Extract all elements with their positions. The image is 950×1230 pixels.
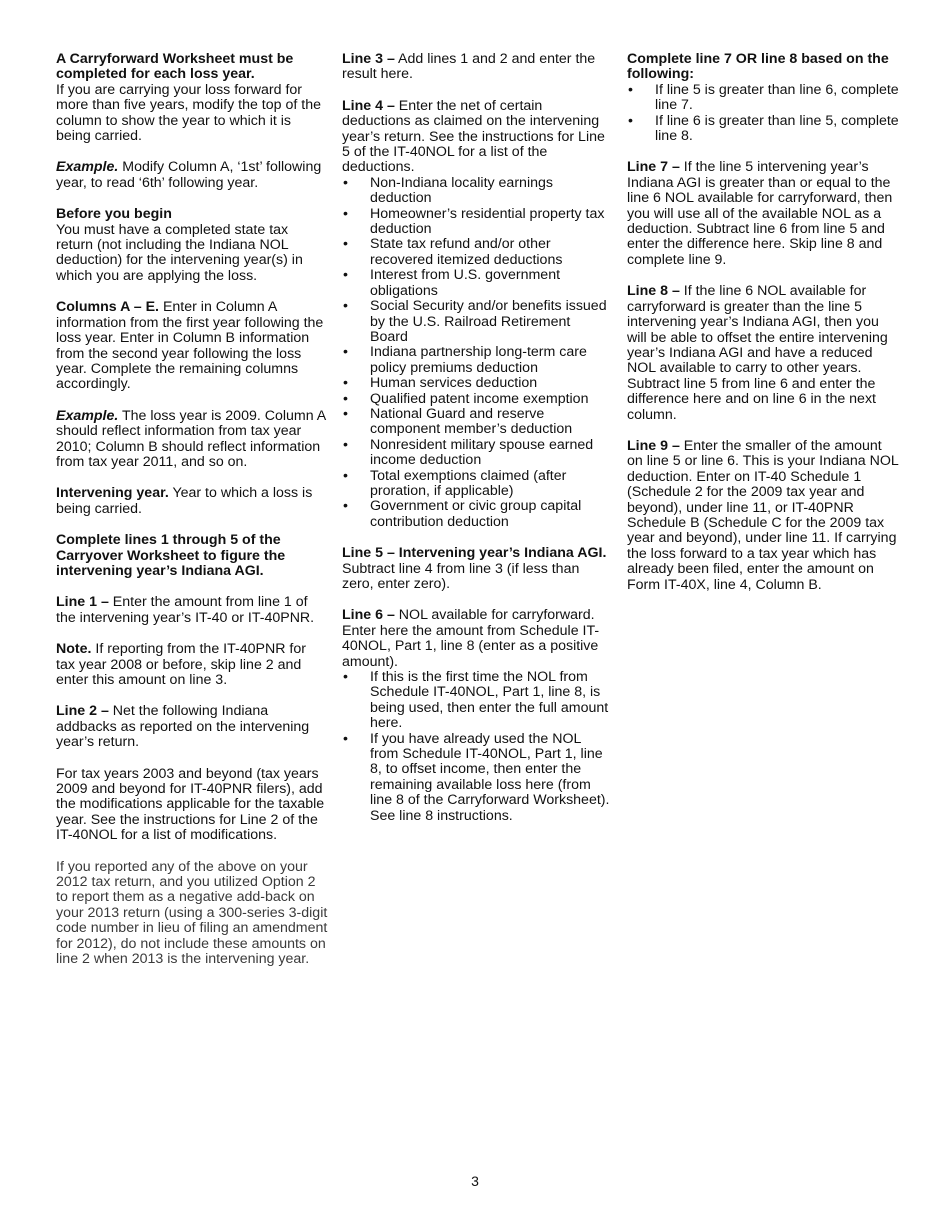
line-5-instructions [342,546,612,592]
text: You must have a completed state tax return (not including the Indiana NOL deduction) for the intervening year(s) in which you are applying the loss. [56,221,303,284]
line-3-instructions [342,52,612,83]
list-item: • National Guard and reserve component member’s deduction [342,407,612,438]
text: If the line 5 intervening year’s Indiana AGI is greater than or equal to the line 6 NOL available for carryforward, then you will use all of the available NOL as a deduction. Subtract line 6 from line 5 and enter the difference here. Skip line 8 and complete line 9. [627,159,893,268]
text: Modify Column A, ‘1st’ following year, to read ‘6th’ following year. [56,159,322,191]
lead: Line 3 – [342,51,395,67]
lead: Columns A – E. [56,299,160,316]
line-9-instructions [627,439,899,593]
lead: Line 2 – [56,703,109,720]
column-3 [627,52,899,609]
list-item: • Nonresident military spouse earned income deduction [342,438,612,469]
intervening-year-definition [56,486,328,517]
list-item: • Indiana partnership long-term care policy premiums deduction [342,345,612,376]
lead: Example. [56,407,119,424]
lines-1-5-heading: Complete lines 1 through 5 of the Carryover Worksheet to figure the intervening year’s Indiana AGI. [56,532,286,579]
text: Enter the net of certain deductions as claimed on the intervening year’s return. See the instructions for Line 5 of the IT-40NOL for a list of the deductions. [342,97,605,176]
example-modify-column [56,160,328,191]
line-7-or-8-heading: Complete line 7 OR line 8 based on the following: [627,51,889,83]
tax-years-2003-paragraph: For tax years 2003 and beyond (tax years 2009 and beyond for IT-40PNR filers), add the modifications applicable for the taxable year. See the instructions for Line 2 of the IT-40NOL for a list of modifications. [56,765,325,844]
worksheet-requirement [56,52,328,144]
list-item: • Homeowner’s residential property tax deduction [342,207,612,238]
note-it40pnr [56,642,328,688]
lead: Intervening year. [56,485,169,502]
column-2 [342,52,612,840]
line-1-instructions [56,595,328,626]
option-2-paragraph: If you reported any of the above on your 2012 tax return, and you utilized Option 2 to report them as a negative add-back on your 2013 return (using a 300-series 3-digit code number in lieu of filing an amendment for 2012), do not include these amounts on line 2 when 2013 is the intervening year. [56,858,328,968]
text: The loss year is 2009. Column A should reflect information from tax year 2010; Column B should reflect information from tax year 2011, and so on. [56,407,326,470]
list-item: • If line 6 is greater than line 5, complete line 8. [627,114,899,145]
text: NOL available for carryforward. Enter here the amount from Schedule IT-40NOL, Part 1, line 8 (enter as a positive amount). [342,607,600,670]
line-6-instructions [342,608,612,670]
list-item: • Human services deduction [342,376,612,391]
deductions-list [342,176,612,530]
text: Enter the amount from line 1 of the intervening year’s IT-40 or IT-40PNR. [56,594,315,626]
before-you-begin [56,207,328,284]
list-item: • Total exemptions claimed (after proration, if applicable) [342,469,612,500]
line-7-instructions [627,160,899,268]
text: Year to which a loss is being carried. [56,485,313,517]
list-item: • If this is the first time the NOL from Schedule IT-40NOL, Part 1, line 8, is being used, then enter the full amount here. [342,670,612,732]
text: Enter in Column A information from the first year following the loss year. Enter in Column B information from the second year following the loss year. Complete the remaining columns accordingly. [56,299,324,393]
lead: Example. [56,159,119,176]
list-item: • Government or civic group capital contribution deduction [342,499,612,530]
list-item: • Social Security and/or benefits issued by the U.S. Railroad Retirement Board [342,299,612,345]
list-item: • Interest from U.S. government obligations [342,268,612,299]
line-6-list [342,670,612,824]
lead: Line 7 – [627,159,680,176]
list-item: • If line 5 is greater than line 6, complete line 7. [627,83,899,114]
lead: Line 8 – [627,283,680,300]
columns-a-e [56,300,328,392]
text: If the line 6 NOL available for carryforward is greater than the line 5 intervening year’s Indiana AGI, then you will be able to offset the entire intervening year’s Indiana AGI and have a reduced NOL available to carry to other years. Subtract line 5 from line 6 and enter the difference here and on line 6 in the next column. [627,283,888,423]
lead: Line 1 – [56,594,109,611]
list-item: • If you have already used the NOL from Schedule IT-40NOL, Part 1, line 8, to offset income, then enter the remaining available loss here (from line 8 of the Carryforward Worksheet). See line 8 instructions. [342,732,612,824]
text: Net the following Indiana addbacks as reported on the intervening year’s return. [56,703,310,751]
page-number: 3 [471,1173,479,1189]
line-4-instructions [342,99,612,176]
heading: A Carryforward Worksheet must be completed for each loss year. [56,51,294,83]
text: Add lines 1 and 2 and enter the result here. [342,51,596,83]
text: If you are carrying your loss forward for more than five years, modify the top of the column to show the year to which it is being carried. [56,81,321,145]
line-8-instructions [627,284,899,423]
text: Subtract line 4 from line 3 (if less than zero, enter zero). [342,560,580,592]
list-item: • Non-Indiana locality earnings deduction [342,176,612,207]
list-item: • State tax refund and/or other recovered itemized deductions [342,237,612,268]
lead: Line 6 – [342,607,395,624]
list-item: • Qualified patent income exemption [342,392,612,407]
heading: Before you begin [56,206,172,223]
lead: Line 5 – Intervening year’s Indiana AGI. [342,545,607,562]
text: If reporting from the IT-40PNR for tax year 2008 or before, skip line 2 and enter this amount on line 3. [56,641,306,688]
lead: Line 9 – [627,437,680,454]
text: Enter the smaller of the amount on line 5 or line 6. This is your Indiana NOL deduction. Enter on IT-40 Schedule 1 (Schedule 2 for the 2009 tax year and beyond), under line 11, or IT-40PNR Schedule B (Schedule C for the 2009 tax year and beyond), under line 11. If carrying the loss forward to a tax year which has already been filed, enter the amount on Form IT-40X, line 4, Column B. [627,437,899,593]
line-2-instructions [56,704,328,750]
column-1 [56,52,328,984]
example-loss-year [56,409,328,471]
lead: Line 4 – [342,97,395,114]
lead: Note. [56,641,92,658]
condition-list [627,83,899,145]
